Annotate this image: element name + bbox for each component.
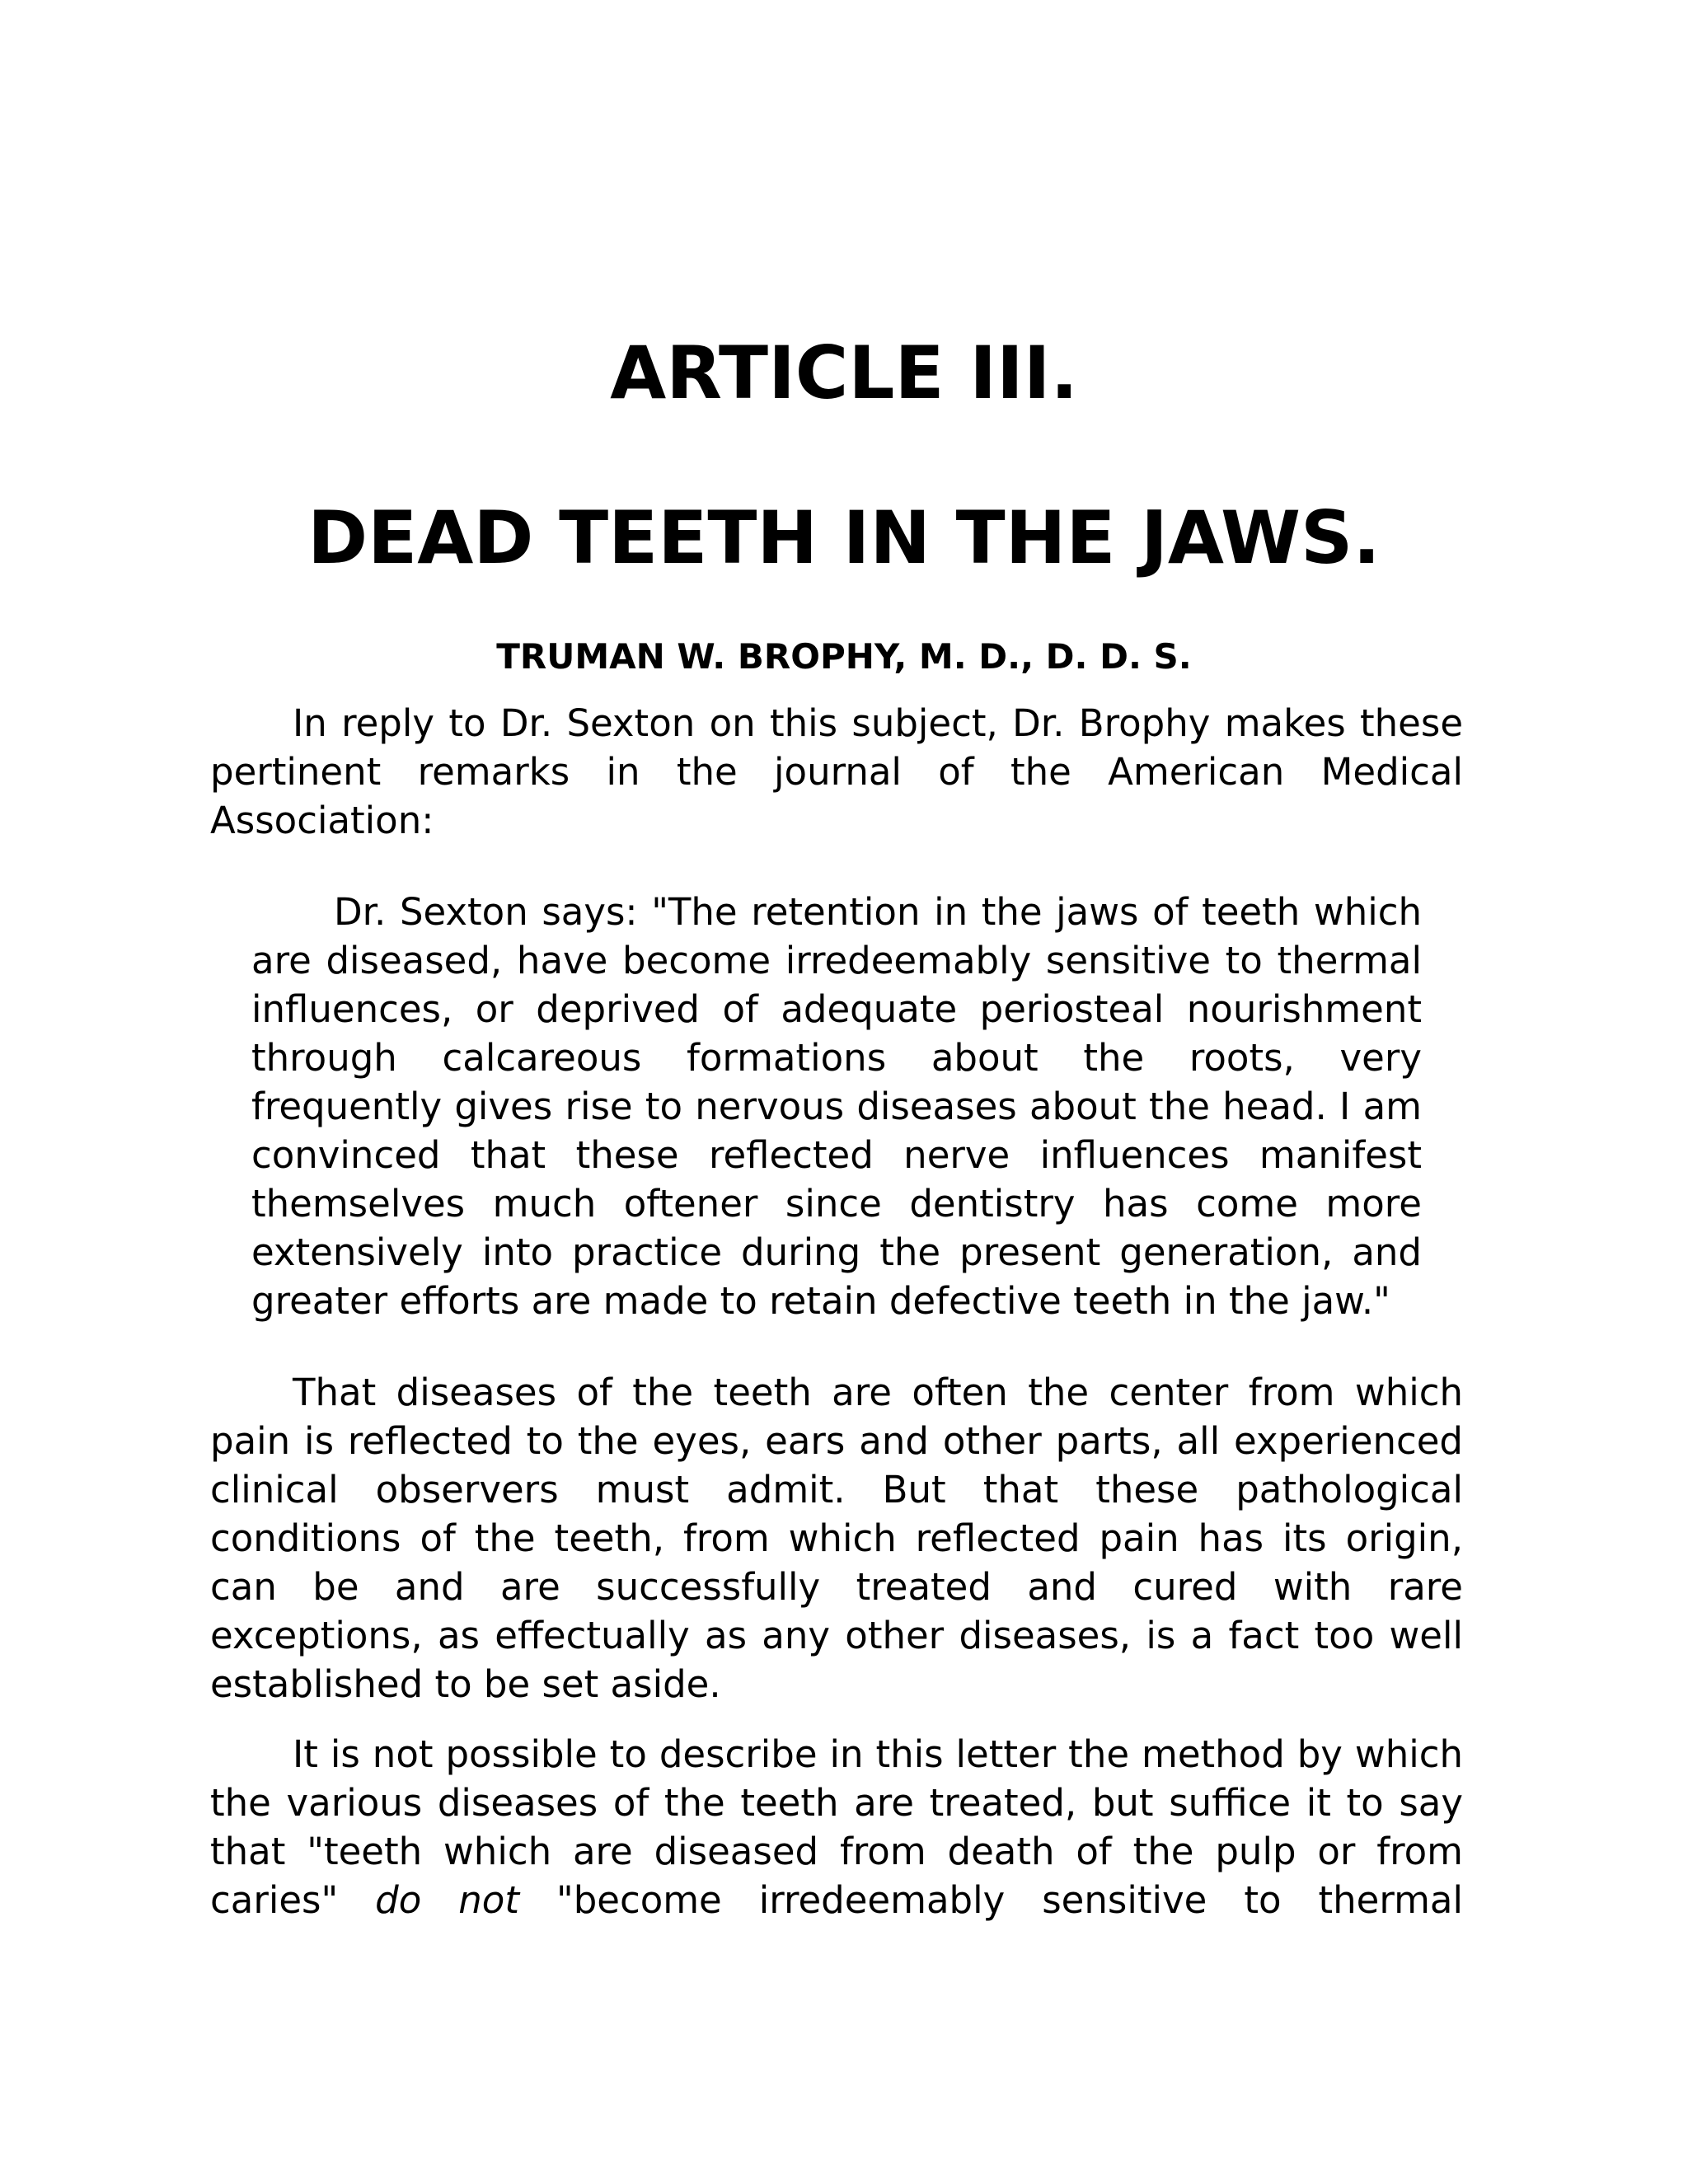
article-number: ARTICLE III. [610, 330, 1078, 415]
article-body [210, 699, 1463, 1946]
author-byline: TRUMAN W. BROPHY, M. D., D. D. S. [496, 636, 1192, 677]
intro-paragraph: In reply to Dr. Sexton on this subject, Dr. Brophy makes these pertinent remarks in the journal of the American Medical Association: [210, 701, 1463, 842]
body-paragraph: That diseases of the teeth are often the center from which pain is reflected to the eyes, ears and other parts, all experienced clinical observers must admit. But that these pathological conditions of the teeth, from which reflected pain has its origin, can be and are successfully treated and cured with rare exceptions, as effectually as any other diseases, is a fact too well established to be set aside. [210, 1371, 1463, 1706]
article-title: DEAD TEETH IN THE JAWS. [307, 495, 1381, 580]
paragraph-text-end: "become irredeemably sensitive to thermal [518, 1878, 1463, 1922]
paragraph-text: It is not possible to describe in this letter the method by which the various diseases of the teeth are treated, but suffice it to say that "teeth which are diseased from death of the pulp or from caries" [210, 1732, 1463, 1922]
emphasis-text: do not [375, 1878, 519, 1922]
body-paragraph-continued [210, 1730, 1463, 1924]
block-quote: Dr. Sexton says: "The retention in the jaws of teeth which are diseased, have become irredeemably sensitive to thermal influences, or deprived of adequate periosteal nourishment through calcareous formations about the roots, very frequently gives rise to nervous diseases about the head. I am convinced that these reflected nerve influences manifest themselves much oftener since dentistry has come more extensively into practice during the present generation, and greater efforts are made to retain defective teeth in the jaw." [251, 890, 1422, 1323]
